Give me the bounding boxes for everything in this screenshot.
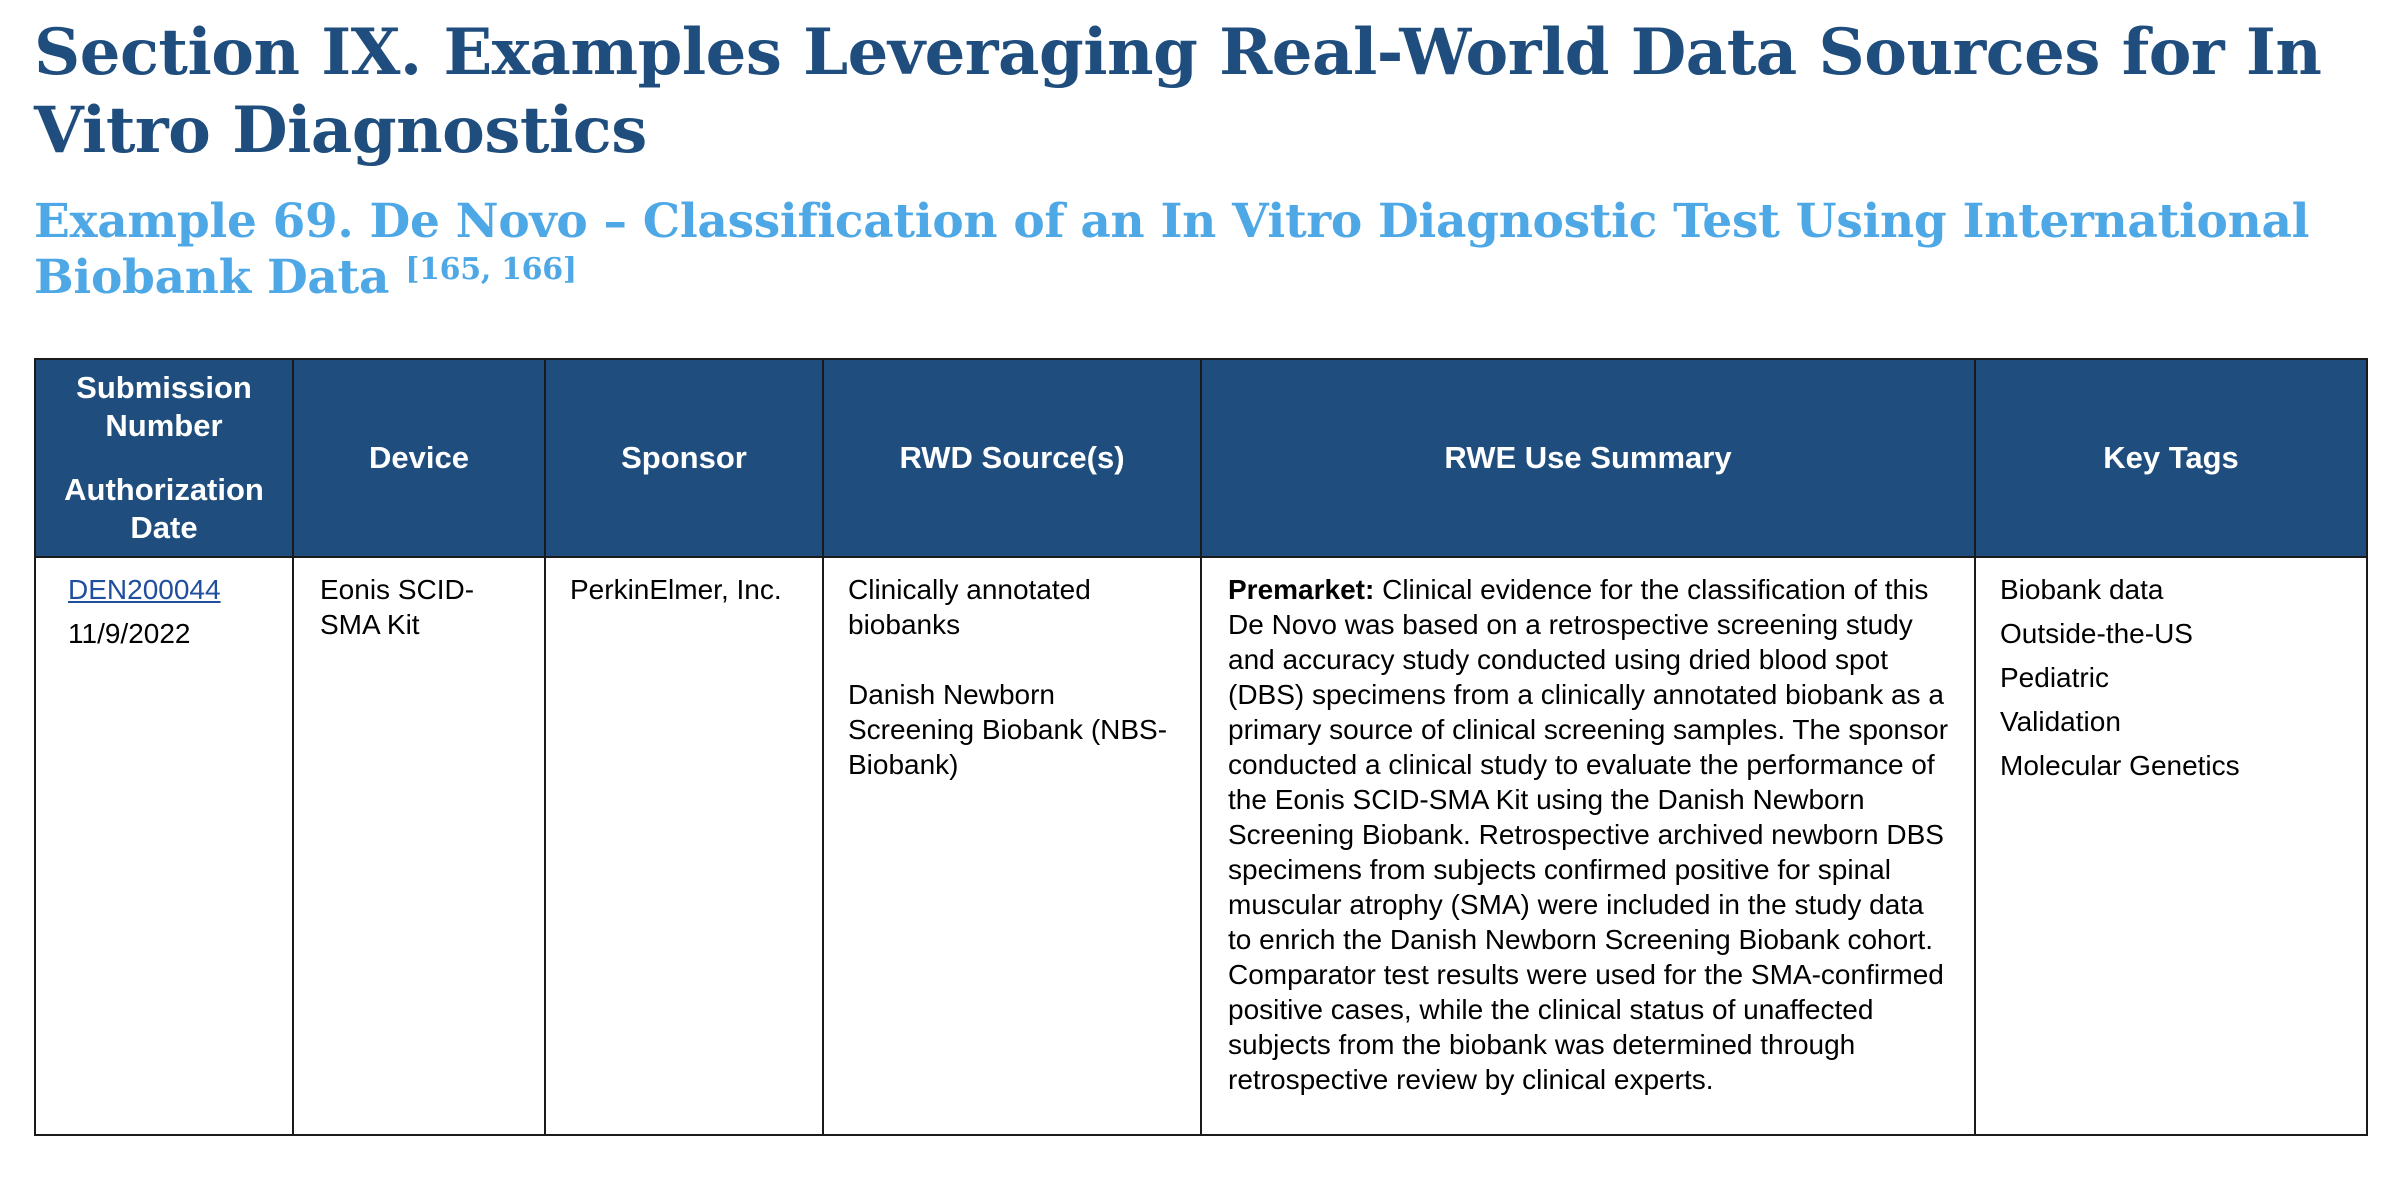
header-submission-number xyxy=(35,359,293,557)
key-tag: Pediatric xyxy=(2000,662,2109,693)
cell-device: Eonis SCID-SMA Kit xyxy=(293,557,545,1135)
header-rwd-sources: RWD Source(s) xyxy=(823,359,1201,557)
rwe-example-table xyxy=(34,358,2368,1136)
example-title xyxy=(34,194,2364,306)
section-title: Section IX. Examples Leveraging Real-World Data Sources for In Vitro Diagnostics xyxy=(34,15,2322,168)
page-content xyxy=(34,14,2364,306)
header-device: Device xyxy=(293,359,545,557)
cell-submission xyxy=(35,557,293,1135)
example-references: [165, 166] xyxy=(405,252,577,287)
header-key-tags: Key Tags xyxy=(1975,359,2367,557)
cell-rwe-summary xyxy=(1201,557,1975,1135)
key-tag: Outside-the-US xyxy=(2000,618,2193,649)
cell-key-tags xyxy=(1975,557,2367,1135)
rwe-summary-text: Clinical evidence for the classification of this De Novo was based on a retrospective screening study and accuracy study conducted using dried blood spot (DBS) specimens from a clinically annotated biobank as a primary source of clinical screening samples. The sponsor conducted a clinical study to evaluate the performance of the Eonis SCID-SMA Kit using the Danish Newborn Screening Biobank. Retrospective archived newborn DBS specimens from subjects confirmed positive for spinal muscular atrophy (SMA) were included in the study data to enrich the Danish Newborn Screening Biobank cohort. Comparator test results were used for the SMA-confirmed positive cases, while the clinical status of unaffected subjects from the biobank was determined through retrospective review by clinical experts. xyxy=(1228,574,1949,1095)
table-row xyxy=(35,557,2367,1135)
authorization-date: 11/9/2022 xyxy=(68,618,191,649)
key-tag: Biobank data xyxy=(2000,574,2164,605)
rwd-source-item: Danish Newborn Screening Biobank (NBS-Biobank) xyxy=(848,679,1168,780)
key-tag: Validation xyxy=(2000,706,2121,737)
header-authorization-date-label: Authorization Date xyxy=(64,472,264,545)
cell-rwd-sources xyxy=(823,557,1201,1135)
cell-sponsor: PerkinElmer, Inc. xyxy=(545,557,823,1135)
rwe-summary-label: Premarket: xyxy=(1228,574,1375,605)
table-header-row xyxy=(35,359,2367,557)
header-submission-number-label: Submission Number xyxy=(76,370,252,443)
header-rwe-summary: RWE Use Summary xyxy=(1201,359,1975,557)
example-title-text: Example 69. De Novo – Classification of an In Vitro Diagnostic Test Using International Biobank Data xyxy=(34,194,2310,305)
key-tag: Molecular Genetics xyxy=(2000,750,2240,781)
rwd-source-item: Clinically annotated biobanks xyxy=(848,574,1091,640)
header-sponsor: Sponsor xyxy=(545,359,823,557)
submission-number-link[interactable]: DEN200044 xyxy=(68,574,221,605)
